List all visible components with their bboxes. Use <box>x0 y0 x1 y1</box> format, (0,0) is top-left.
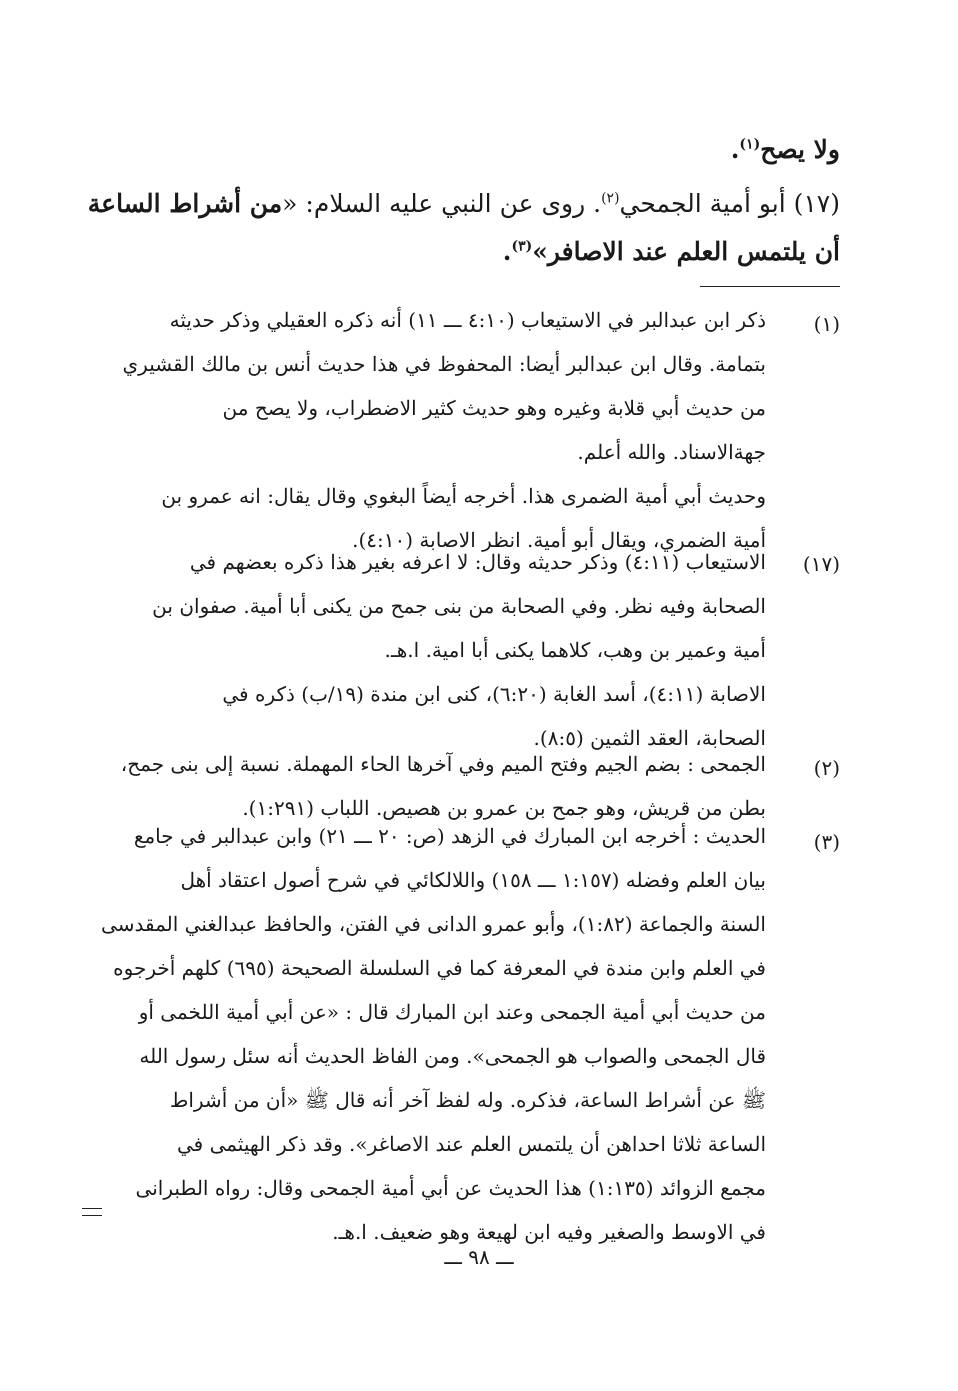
footnote-body <box>101 814 766 1254</box>
footnote-line: من حديث أبي أمية الجمحى وعند ابن المبارك قال : «عن أبي أمية اللخمى أو <box>138 1000 766 1024</box>
main-line-1-end: . <box>730 135 740 164</box>
footnote-line: الاستيعاب (٤:١١) وذكر حديثه وقال: لا اعرفه بغير هذا ذكره بعضهم في <box>189 550 766 574</box>
footnote-line: الاصابة (٤:١١)، أسد الغابة (٦:٢٠)، كنى ابن مندة (١٩/ب) ذكره في <box>222 682 766 706</box>
main-line-3-end: . <box>502 237 512 266</box>
footnote-line: من حديث أبي قلابة وغيره وهو حديث كثير الاضطراب، ولا يصح من <box>222 396 766 420</box>
footnote-line: بيان العلم وفضله (١:١٥٧ ـــ ١٥٨) واللالكائي في شرح أصول اعتقاد أهل <box>180 868 766 892</box>
footnote-number: (١) <box>813 312 840 336</box>
closing-quote: » <box>532 237 548 266</box>
footnote-line: الساعة ثلاثا احداهن أن يلتمس العلم عند الاصاغر». وقد ذكر الهيثمى في <box>176 1132 766 1156</box>
footnote-line: الصحابة، العقد الثمين (٨:٥). <box>533 726 766 750</box>
footnote-line: أمية وعمير بن وهب، كلاهما يكنى أبا امية. ا.هـ. <box>384 638 766 662</box>
footnote-line: ﷺ عن أشراط الساعة، فذكره. وله لفظ آخر أنه قال ﷺ «أن من أشراط <box>169 1088 766 1112</box>
main-line-1-text: ولا يصح <box>760 135 840 164</box>
main-line-2 <box>87 180 840 228</box>
hadith-text-part-2: أن يلتمس العلم عند الاصافر <box>547 237 840 266</box>
footnote-line: وحديث أبي أمية الضمرى هذا. أخرجه أيضاً البغوي وقال يقال: انه عمرو بن <box>161 484 766 508</box>
footnote-body <box>118 540 766 760</box>
continuation-mark <box>82 1208 102 1216</box>
footnote-line: أمية الضمري، ويقال أبو أمية. انظر الاصابة (٤:١٠). <box>352 528 766 552</box>
footnote-line: جهةالاسناد. والله أعلم. <box>577 440 766 464</box>
footnote-ref-2: (٢) <box>601 190 620 207</box>
footnote-line: مجمع الزوائد (١:١٣٥) هذا الحديث عن أبي أمية الجمحى وقال: رواه الطبرانى <box>135 1176 766 1200</box>
hadith-text-part-1: من أشراط الساعة <box>87 189 283 218</box>
main-line-2-text: . روى عن النبي عليه السلام: « <box>282 189 602 218</box>
footnote-line: ذكر ابن عبدالبر في الاستيعاب (٤:١٠ ـــ ١١) أنه ذكره العقيلي وذكر حديثه <box>169 308 766 332</box>
page-number: ـــ ٩٨ ـــ <box>444 1245 514 1269</box>
footnote-line: الجمحى : بضم الجيم وفتح الميم وفي آخرها الحاء المهملة. نسبة إلى بنى جمح، <box>120 752 766 776</box>
footnote-separator <box>700 286 840 287</box>
footnote-line: في الاوسط والصغير وفيه ابن لهيعة وهو ضعيف. ا.هـ. <box>332 1220 766 1244</box>
footnote-line: الحديث : أخرجه ابن المبارك في الزهد (ص: ٢٠ ـــ ٢١) وابن عبدالبر في جامع <box>133 824 766 848</box>
footnote-body <box>118 298 766 562</box>
footnote-line: السنة والجماعة (١:٨٢)، وأبو عمرو الدانى في الفتن، والحافظ عبدالغني المقدسى <box>101 912 766 936</box>
footnote-number: (٢) <box>813 756 840 780</box>
main-line-3 <box>118 228 840 276</box>
footnote-line: الصحابة وفيه نظر. وفي الصحابة من بنى جمح من يكنى أبا أمية. صفوان بن <box>152 594 766 618</box>
footnote-ref-3: (٣) <box>511 238 533 255</box>
footnote-ref-1: (١) <box>739 136 761 153</box>
footnote-number: (٣) <box>813 830 840 854</box>
entry-heading: (١٧) أبو أمية الجمحي <box>619 189 840 218</box>
footnote-line: بتمامة. وقال ابن عبدالبر أيضا: المحفوظ في هذا حديث أنس بن مالك القشيري <box>122 352 766 376</box>
footnote-number: (١٧) <box>802 552 840 576</box>
footnote-line: قال الجمحى والصواب هو الجمحى». ومن الفاظ الحديث أنه سئل رسول الله <box>139 1044 766 1068</box>
footnote-line: في العلم وابن مندة في المعرفة كما في السلسلة الصحيحة (٦٩٥) كلهم أخرجوه <box>113 956 766 980</box>
footnote-line: بطن من قريش، وهو جمح بن عمرو بن هصيص. اللباب (١:٢٩١). <box>242 796 766 820</box>
main-line-1 <box>118 126 840 174</box>
